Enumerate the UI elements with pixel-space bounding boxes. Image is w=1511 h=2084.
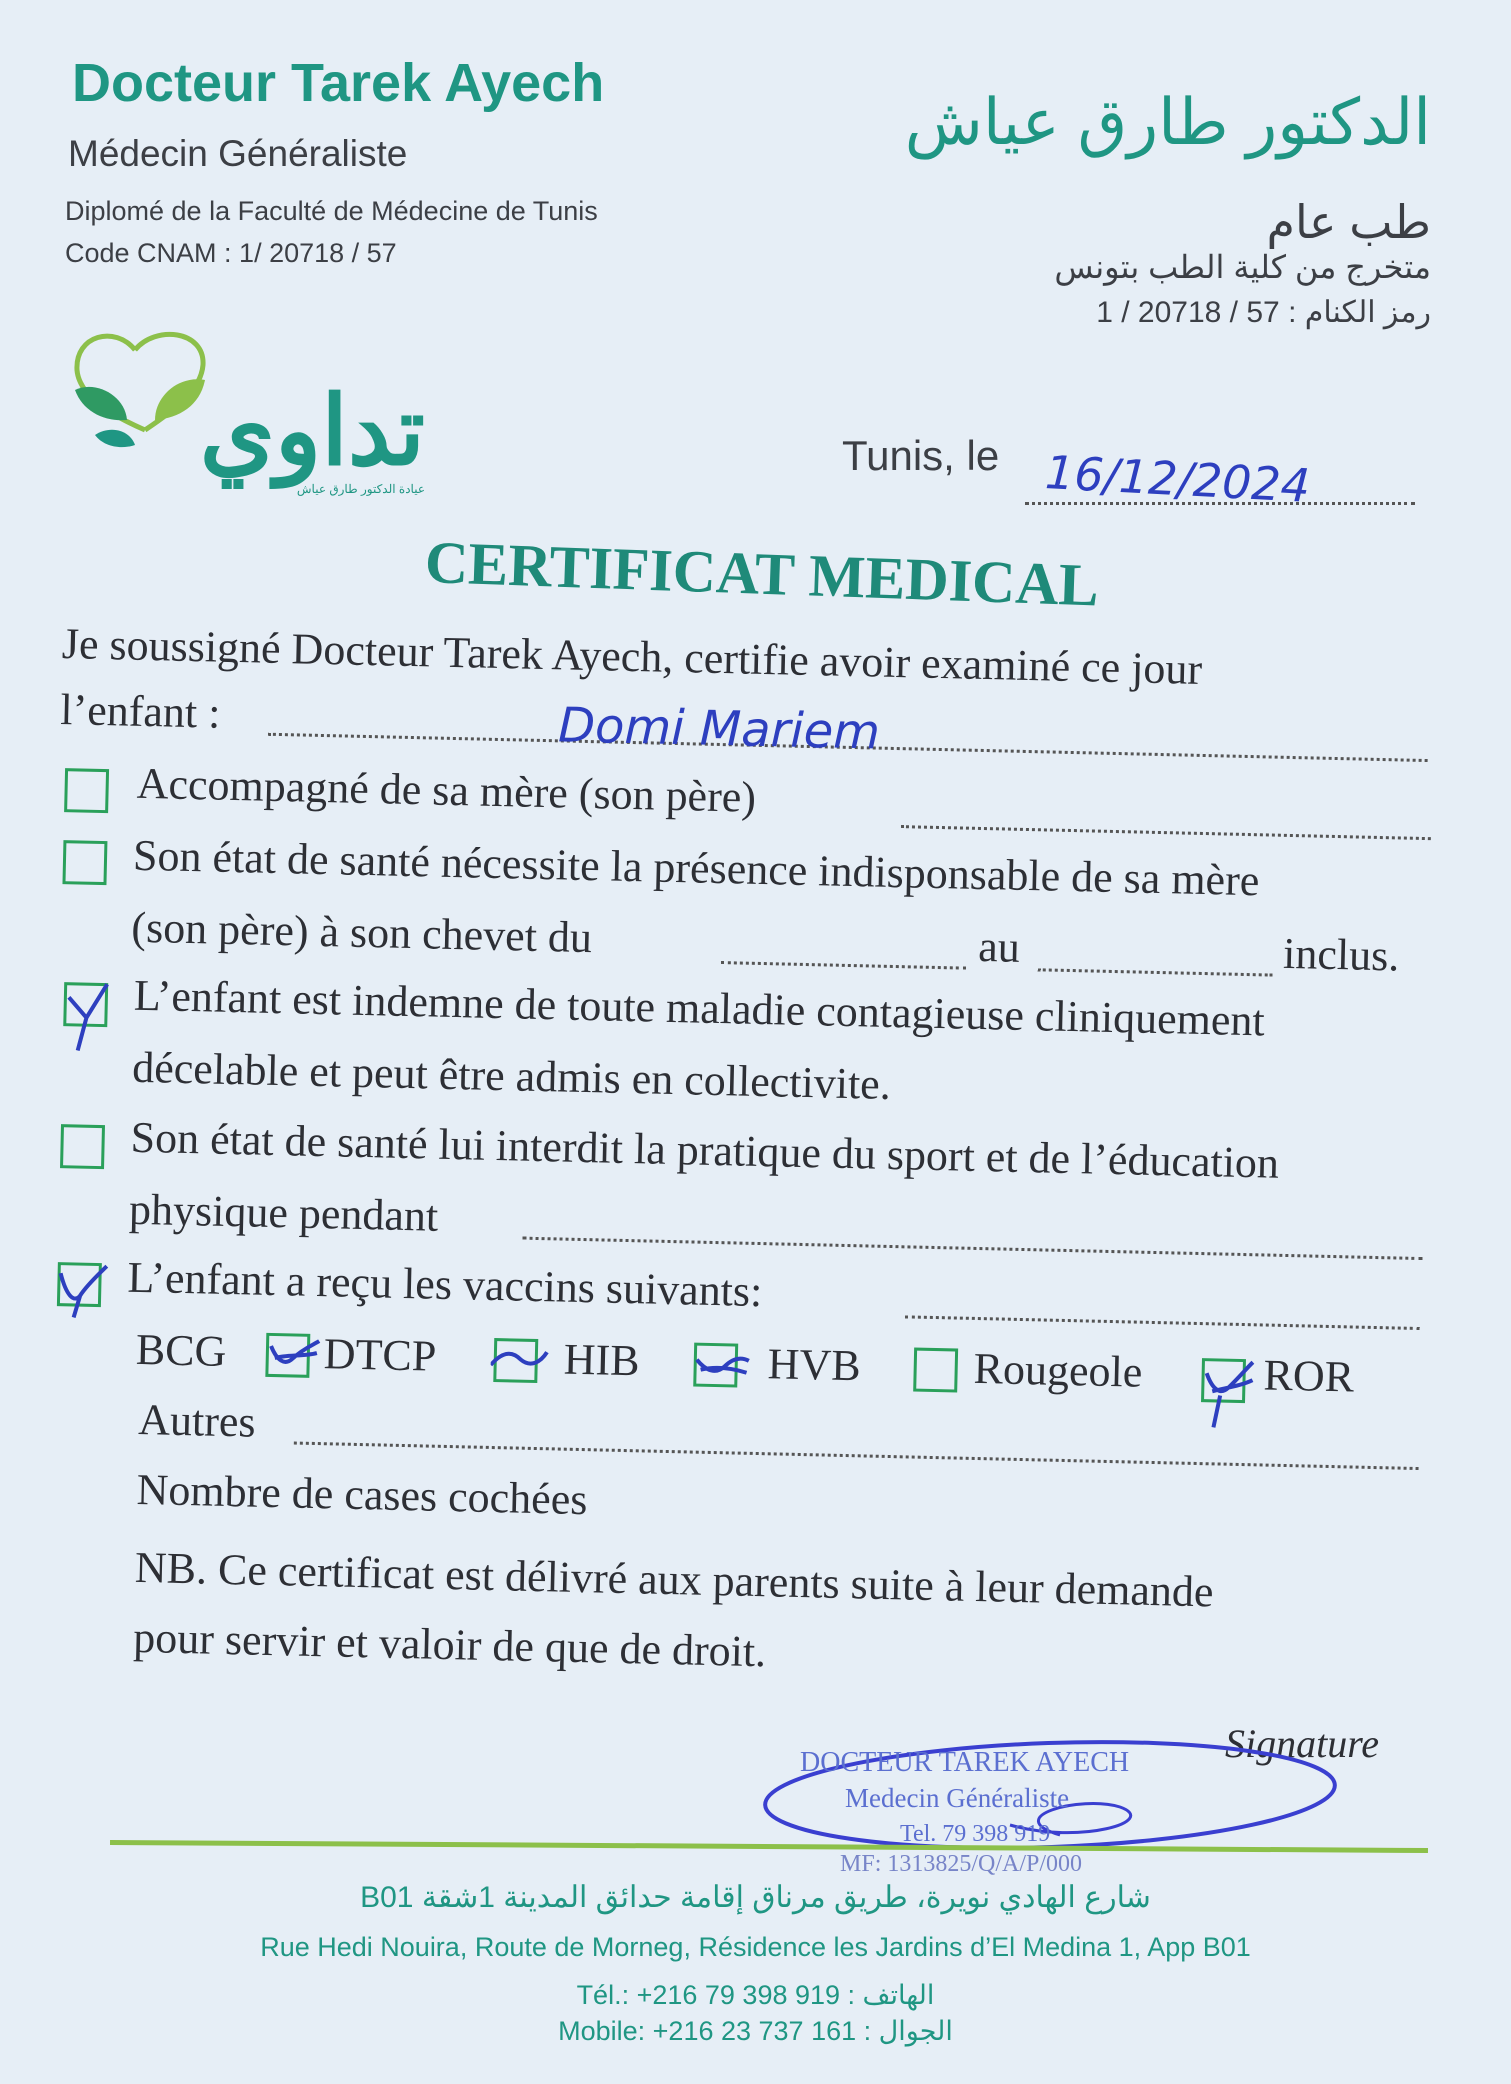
- handwritten-child-name: Domi Mariem: [557, 697, 881, 761]
- option-no-sport-text-2: physique pendant: [128, 1184, 439, 1241]
- dotted-line: [905, 1315, 1420, 1330]
- checkbox-vaccine-rougeole[interactable]: [1201, 1358, 1246, 1403]
- intro-line-1: Je soussigné Docteur Tarek Ayech, certifie avoir examiné ce jour: [61, 619, 1203, 694]
- diploma-ar: متخرج من كلية الطب بتونس: [1054, 249, 1431, 285]
- checkbox-no-contagious[interactable]: [63, 982, 108, 1027]
- specialty-fr: Médecin Généraliste: [68, 133, 408, 174]
- address-ar: شارع الهادي نويرة، طريق مرناق إقامة حدائق المدينة 1شقة B01: [360, 1881, 1151, 1914]
- mobile-fr: Mobile: +216 23 737 161 :: [558, 2016, 872, 2046]
- stamp-line-2: Medecin Généraliste: [845, 1783, 1070, 1813]
- others-label: Autres: [137, 1394, 257, 1447]
- dotted-line-to: [1038, 968, 1273, 976]
- stamp-line-1: DOCTEUR TAREK AYECH: [800, 1747, 1130, 1778]
- option-parent-presence-text: Son état de santé nécessite la présence indisponsable de sa mère: [132, 830, 1260, 906]
- vaccine-hvb-label: HVB: [767, 1339, 862, 1391]
- doctor-stamp: [760, 1725, 1340, 1885]
- vaccine-bcg-label: BCG: [135, 1324, 227, 1376]
- option-vaccines-text: L’enfant a reçu les vaccins suivants:: [127, 1252, 763, 1317]
- doctor-name-ar: الدكتور طارق عياش: [904, 86, 1431, 158]
- option-parent-presence-inclus: inclus.: [1282, 928, 1400, 981]
- handwritten-check-icon: [1197, 1351, 1259, 1432]
- checkbox-parent-presence[interactable]: [62, 840, 107, 885]
- checkbox-vaccines[interactable]: [57, 1262, 102, 1307]
- vaccine-ror-label: ROR: [1263, 1350, 1355, 1402]
- dotted-line: [523, 1237, 1423, 1260]
- address-fr: Rue Hedi Nouira, Route de Morneg, Résidence les Jardins d’El Medina 1, App B01: [260, 1932, 1251, 1962]
- phone-fr: Tél.: +216 79 398 919 :: [576, 1980, 856, 2010]
- specialty-ar: طب عام: [1266, 196, 1431, 248]
- vaccine-rougeole-label: Rougeole: [973, 1343, 1143, 1397]
- phone-line: [0, 1980, 1511, 2011]
- vaccine-dtcp-label: DTCP: [323, 1329, 437, 1381]
- nb-line-1: NB. Ce certificat est délivré aux parents suite à leur demande: [134, 1542, 1215, 1617]
- logo-subtitle: عيادة الدكتور طارق عياش: [296, 482, 425, 496]
- cnam-code-fr: Code CNAM : 1/ 20718 / 57: [65, 238, 397, 268]
- checkbox-vaccine-bcg[interactable]: [265, 1333, 310, 1378]
- handwritten-check-icon: [690, 1336, 751, 1397]
- vaccine-hib-label: HIB: [563, 1334, 641, 1386]
- cnam-code-ar: رمز الكنام : 57 / 20718 / 1: [1096, 296, 1431, 329]
- option-parent-presence-text-2: (son père) à son chevet du: [130, 902, 593, 963]
- checkbox-vaccine-dtcp[interactable]: [493, 1338, 538, 1383]
- checkbox-accompanied[interactable]: [64, 768, 109, 813]
- logo-brand-text: تداوي: [199, 378, 425, 485]
- doctor-name-fr: Docteur Tarek Ayech: [72, 53, 605, 113]
- option-no-contagious-text-2: décelable et peut être admis en collectivite.: [131, 1042, 892, 1109]
- mobile-line: [0, 2016, 1511, 2047]
- dotted-line-from: [721, 961, 966, 970]
- intro-child-label: l’enfant :: [59, 685, 221, 738]
- option-parent-presence-au: au: [977, 921, 1021, 972]
- diploma-fr: Diplomé de la Faculté de Médecine de Tunis: [65, 196, 598, 226]
- handwritten-check-icon: [53, 1255, 115, 1326]
- phone-ar: الهاتف: [862, 1980, 935, 2010]
- certificate-title: CERTIFICAT MEDICAL: [423, 529, 1100, 619]
- handwritten-check-icon: [262, 1326, 323, 1387]
- place-date-label: Tunis, le: [842, 432, 1000, 479]
- handwritten-check-icon: [490, 1331, 551, 1392]
- option-no-contagious-text: L’enfant est indemne de toute maladie contagieuse cliniquement: [133, 970, 1266, 1046]
- option-accompanied-text: Accompagné de sa mère (son père): [136, 758, 757, 822]
- option-no-sport-text: Son état de santé lui interdit la pratique du sport et de l’éducation: [130, 1112, 1280, 1188]
- handwritten-check-icon: [60, 975, 122, 1056]
- nb-line-2: pour servir et valoir de que de droit.: [132, 1612, 767, 1677]
- dotted-line: [901, 825, 1431, 840]
- checkbox-no-sport[interactable]: [60, 1124, 105, 1169]
- stamp-line-4: MF: 1313825/Q/A/P/000: [840, 1851, 1083, 1877]
- others-dotted-line: [294, 1442, 1419, 1471]
- stamp-line-3: Tel. 79 398 919: [900, 1821, 1051, 1847]
- checkbox-vaccine-hvb[interactable]: [913, 1348, 958, 1393]
- handwritten-date: 16/12/2024: [1043, 445, 1312, 513]
- checked-count-label: Nombre de cases cochées: [136, 1464, 588, 1525]
- mobile-ar: الجوال: [878, 2016, 953, 2046]
- signature-label: Signature: [1225, 1721, 1380, 1766]
- checkbox-vaccine-hib[interactable]: [693, 1343, 738, 1388]
